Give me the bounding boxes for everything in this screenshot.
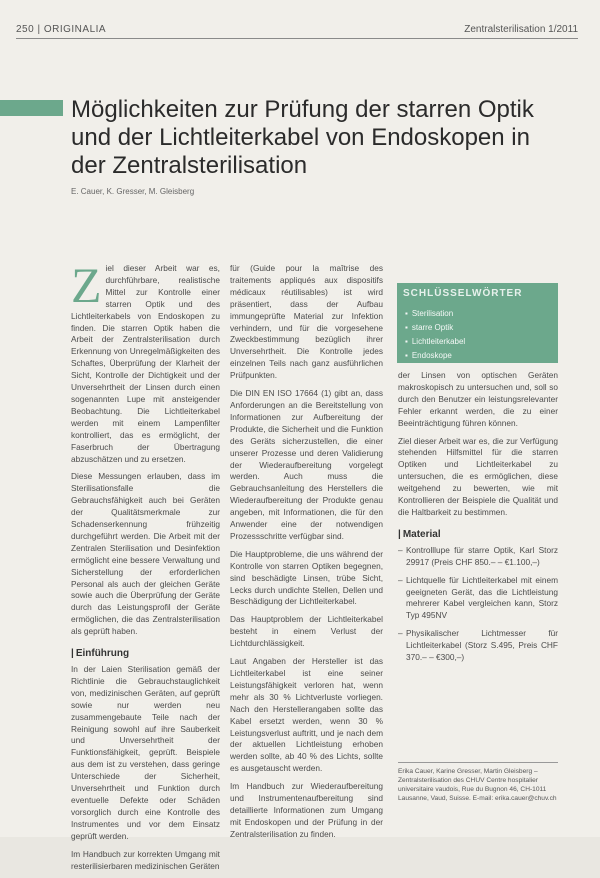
keyword-item: ▪ Endoskope [405,349,465,363]
paragraph: Die Hauptprobleme, die uns während der Kontrolle von starren Optiken begegnen, sind beschädigte Linsen, trübe Sicht, Lecks durch undichte Stellen, Dellen und Beschädigung der Lichtleiterkabel. [230,548,383,607]
keywords-list [405,307,465,363]
running-header [16,22,578,39]
keywords-box [397,283,558,363]
keyword-item: ▪ starre Optik [405,321,465,335]
footnote-divider [398,762,558,763]
keywords-title: SCHLÜSSELWÖRTER [403,288,523,299]
drop-cap: Z [71,257,102,313]
keyword-item: ▪ Sterilisation [405,307,465,321]
paragraph: Laut Angaben der Hersteller ist das Lichtleiterkabel ist eine seiner Leistungsfähigkeit verloren hat, wenn mehr als 30 % Lichtverluste vorliegen. Nach den Herstellerangaben sollte das Kabel ersetzt werden, wenn 30 % Leistungsverlust auftritt, und je nach dem der aktuellen Lichtleistung erhoben werden sollte, ab 40 % des Lichts, sollte es ausgetauscht werden. [230,656,383,774]
section-heading-einfuehrung: | Einführung [71,648,220,660]
paragraph: Die DIN EN ISO 17664 (1) gibt an, dass Anforderungen an die Bereitstellung von Informationen zur Aufbereitung der Produkte, die Sicherheit und die Funktion des Geräts sicherzustellen, die einer unserer Prozesse und deren Validierung der Wiederaufbereitung vorgelegt werden. Auch muss die Gebrauchsanleitung des Herstellers die Wiederaufbereitung der Produkte genau angeben, mit Informationen, die für den Anwender eine der notwendigen Prozessschritte verfügbar sind. [230,388,383,541]
paragraph: Im Handbuch zur Wiederaufbereitung und Instrumentenaufbereitung sind detaillierte Informationen zum Umgang mit Endoskopen und der Prüfung in der Zentralsterilisation zu finden. [230,781,383,839]
paragraph: Im Handbuch zur korrekten Umgang mit resterilisierbaren medizinischen Geräten [71,848,220,871]
paragraph: In der Laien Sterilisation gemäß der Richtlinie die Gebrauchstauglichkeit von, medizinischen Geräten, auf geprüft sowie nur werden neu zusammengebaute Teile nach der Reinigung sowohl auf ihre Sauberkeit und Unversehrtheit der Funktionsfähigkeit, geprüft. Beispiele aus dem ist zu verstehen, dass geringe Unterschiede der Sicherheit, Unversehrtheit und Funktion durch eventuelle Defekte oder Schäden vorsorglich durch eine Kontrolle des Instrumentes und vor dem Einsatz geprüft werden. [71,664,220,841]
paragraph: für (Guide pour la maîtrise des traitements appliqués aux dispositifs médicaux réutilisables) ist wird präsentiert, dass der Aufbau immungeprüfte Material zur Infektion verhindern, und für die vorgesehene Zweckbestimmung bezüglich ihrer Unversehrtheit. Die Kontrolle jedes einzelnen Teils nach ganz ausführlichen Prüfpunkten. [230,263,383,381]
column-1 [71,257,220,878]
material-item: – Lichtquelle für Lichtleiterkabel mit einem geeigneten Gerät, das die Lichtleistung mehrerer Kabel vergleichen kann, Storz Typ 495NV [398,575,558,623]
paragraph: Diese Messungen erlauben, dass im Sterilisationsfalle die Gebrauchsfähigkeit auch bei Geräten der Qualitätsmerkmale zur Schadenserkennung frühzeitig durchgeführt werden. Die Arbeit mit der Zentralen Sterilisation und Desinfektion ermöglicht eine bessere Verwaltung und Sicherstellung der erforderlichen Personal als auch der gleichen Geräte sowie auch die Überprüfung der Geräte durch das Leistungsprofil der Geräte ermöglichen, die das Zentralsterilisation als geprüft haben. [71,471,220,637]
section-heading-material: | Material [398,529,558,541]
author-affiliation-footnote: Erika Cauer, Karine Gresser, Martin Gleisberg – Zentralsterilisation des CHUV Centre hospitalier universitaire vaudois, Rue du Bugnon 46, CH-1011 Lausanne, Vaud, Suisse. E-mail: erika.cauer@chuv.ch [398,768,557,802]
intro-paragraph [71,257,220,465]
page-number-section: 250 | ORIGINALIA [16,24,107,35]
keyword-item: ▪ Lichtleiterkabel [405,335,465,349]
article-title: Möglichkeiten zur Prüfung der starren Optik und der Lichtleiterkabel von Endoskopen in der Zentralsterilisation [71,96,534,179]
paragraph: der Linsen von optischen Geräten makroskopisch zu untersuchen und, soll so durch den Benutzer ein leistungsrelevanter Fehler erkannt werden, die zu einer Beeinträchtigung führen können. [398,370,558,428]
paragraph: Das Hauptproblem der Lichtleiterkabel besteht in einem Verlust der Lichtdurchlässigkeit. [230,614,383,649]
material-item: – Kontrolllupe für starre Optik, Karl Storz 29917 (Preis CHF 850.– – €1.100,–) [398,545,558,569]
paragraph: Ziel dieser Arbeit war es, die zur Verfügung stehenden Hilfsmittel für die starren Optiken und Lichtleiterkabel zu untersuchen, die es ermöglichen, diese weitgehend zu bewerten, wie mit Kontrollieren der Beispiele die Qualität und die Haltbarkeit zu bestimmen. [398,435,558,517]
title-accent-bar [0,100,63,116]
intro-text: iel dieser Arbeit war es, durchführbare, realistische Mittel zur Kontrolle einer starren Optik und des Lichtleiterkabels von Endoskopen zu finden. Die starren Optik haben die Arbeit der Zentralsterilisation durch Erkennung von Unregelmäßigkeiten des Schaftes, Überprüfung der Klarheit der Sicht, Kontrolle der Dichtigkeit und der Unversehrtheit der Linsen durch einen sogenannten Lupe mit ansteigender Beobachtung. Die Lichtleiterkabel werden mit einem Lampenfilter kontrolliert, das es ermöglicht, der Faserbruch der Übertragung abzuschätzen und zu ersetzen. [71,263,220,464]
journal-name: Zentralsterilisation 1/2011 [464,24,578,35]
column-2 [230,263,383,847]
authors: E. Cauer, K. Gresser, M. Gleisberg [71,187,195,196]
material-list [398,545,558,664]
material-item: – Physikalischer Lichtmesser für Lichtleiterkabel (Storz S.495, Preis CHF 370.– – €300,–) [398,628,558,664]
column-3 [398,370,558,670]
